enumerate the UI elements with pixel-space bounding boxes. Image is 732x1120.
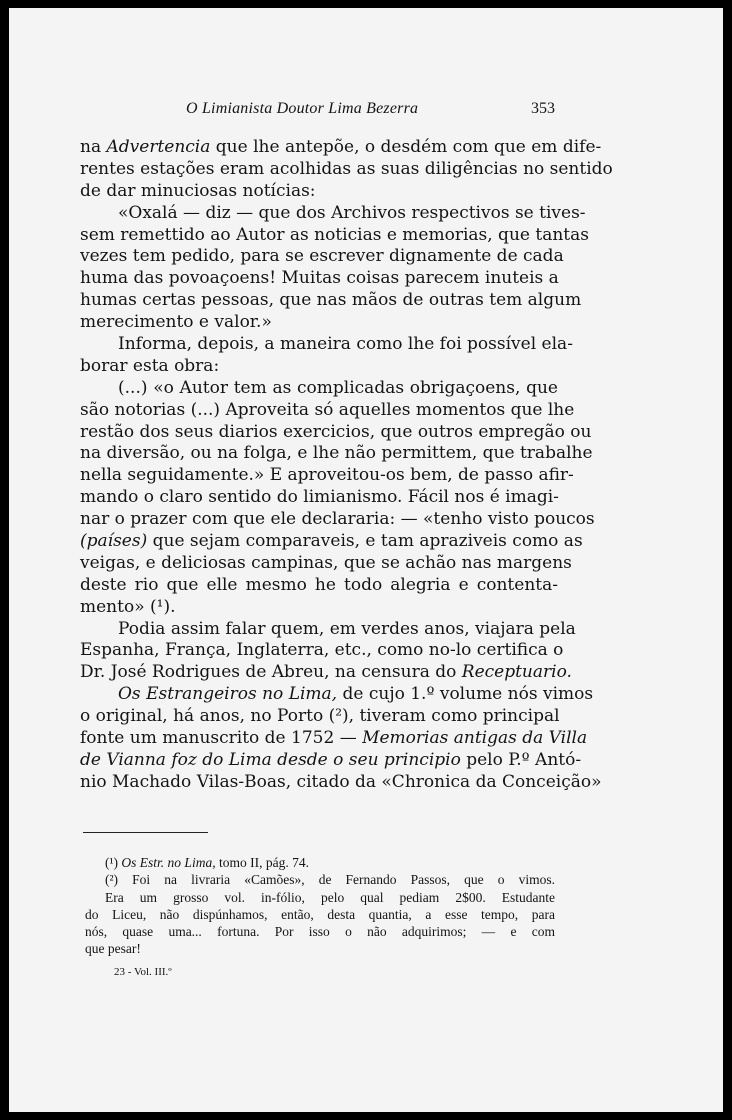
text-segment: deste rio que elle mesmo he todo alegria e contenta- (80, 574, 558, 595)
text-segment: que sejam comparaveis, e tam apraziveis como as (147, 531, 583, 552)
text-segment: que pesar! (85, 941, 141, 957)
text-line (80, 684, 594, 706)
text-segment: o original, há anos, no Porto (²), tiveram como principal (80, 706, 560, 727)
text-segment: (...) «o Autor tem as complicadas obrigaçoens, que (118, 377, 558, 398)
text-segment: nar o prazer com que ele declararia: — «tenho visto poucos (80, 509, 595, 530)
footnote-line (85, 889, 555, 906)
body-text (80, 137, 613, 794)
text-segment: tomo II, pág. 74. (215, 855, 309, 870)
text-line (80, 531, 583, 553)
text-segment: sem remettido ao Autor as noticias e memorias, que tantas (80, 224, 589, 245)
text-line (80, 662, 572, 684)
footnote-line (85, 854, 555, 871)
text-line (80, 268, 558, 290)
text-segment: Era um grosso vol. in-fólio, pelo qual pediam 2$00. Estudante (105, 889, 555, 905)
running-title: O Limianista Doutor Lima Bezerra (186, 100, 419, 117)
text-line (80, 728, 588, 750)
italic-text: Advertencia (106, 137, 211, 157)
text-line (80, 290, 582, 312)
text-segment: Espanha, França, Inglaterra, etc., como no-lo certifica o (80, 640, 564, 661)
italic-text: Os Estrangeiros no Lima, (118, 684, 338, 705)
text-line (80, 552, 572, 575)
text-segment: de dar minuciosas notícias: (80, 180, 316, 201)
text-segment: «Oxalá — diz — que dos Archivos respectivos se tives- (118, 202, 586, 223)
footnotes (85, 854, 555, 958)
text-line (80, 618, 576, 641)
text-segment: Dr. José Rodrigues de Abreu, na censura do (80, 662, 462, 683)
text-segment: mando o claro sentido do limianismo. Fácil nos é imagi- (80, 487, 559, 508)
text-segment: (²) Foi na livraria «Camões», de Fernando Passos, que o vimos. (105, 872, 555, 888)
text-line (80, 509, 595, 531)
text-line (80, 378, 558, 400)
text-line (80, 158, 613, 181)
text-line (80, 706, 558, 728)
text-segment: veigas, e deliciosas campinas, que se achão nas margens (80, 552, 572, 573)
text-segment: nella seguidamente.» E aproveitou-os bem, de passo afir- (80, 465, 574, 486)
text-line (80, 640, 564, 662)
text-line (80, 399, 575, 422)
italic-text: (países) (80, 531, 148, 552)
text-segment: Podia assim falar quem, em verdes anos, viajara pela (118, 618, 576, 639)
text-line (80, 224, 589, 247)
footnote-line (85, 923, 555, 940)
text-line (80, 597, 558, 619)
footnote-line (85, 906, 555, 923)
footnote-line (85, 871, 555, 888)
text-line (80, 771, 602, 794)
italic-text: de Vianna foz do Lima desde o seu principio (80, 749, 461, 770)
text-line (80, 575, 558, 597)
text-segment: vezes tem pedido, para se escrever dignamente de cada (80, 246, 564, 267)
italic-text: Os Estr. no Lima, (121, 855, 216, 870)
text-line (80, 443, 593, 465)
text-segment: são notorias (...) Aproveita só aquelles momentos que lhe (80, 399, 575, 420)
footnote-line (85, 940, 555, 957)
text-segment: restão dos seus diarios exercicios, que outros empregão ou (80, 421, 592, 442)
text-segment: Informa, depois, a maneira como lhe foi possível ela- (118, 334, 573, 355)
text-line (80, 181, 558, 203)
text-segment: rentes estações eram acolhidas as suas diligências no sentido (80, 158, 613, 179)
text-segment: que lhe antepõe, o desdém com que em dife- (210, 137, 602, 157)
running-head (9, 100, 723, 124)
text-line (80, 312, 558, 334)
italic-text: Memorias antigas da Villa (362, 728, 588, 749)
text-line (80, 356, 558, 378)
text-segment: (¹) (105, 855, 122, 870)
text-segment: na diversão, ou na folga, e lhe não permittem, que trabalhe (80, 443, 593, 464)
footnote-rule (83, 832, 208, 833)
text-segment: do Liceu, não dispúnhamos, então, desta quantia, a esse tempo, para (85, 906, 555, 922)
text-segment: huma das povoaçoens! Muitas coisas parecem inuteis a (80, 268, 559, 289)
signature-mark: 23 - Vol. III.º (114, 966, 172, 978)
text-line (80, 202, 586, 225)
text-line (80, 137, 602, 159)
text-segment: borar esta obra: (80, 355, 220, 376)
text-segment: merecimento e valor.» (80, 312, 272, 333)
text-line (80, 465, 574, 487)
text-line (80, 334, 573, 356)
page-number: 353 (531, 100, 555, 117)
text-line (80, 246, 564, 268)
text-segment: nós, quase uma... fortuna. Por isso o não adquirimos; — e com (85, 924, 555, 940)
text-segment: nio Machado Vilas-Boas, citado da «Chronica da Conceição» (80, 771, 602, 792)
book-page (9, 8, 723, 1112)
text-line (80, 421, 592, 444)
italic-text: Receptuario. (461, 662, 572, 683)
text-line (80, 487, 558, 509)
text-segment: de cujo 1.º volume nós vimos (337, 684, 594, 705)
text-segment: humas certas pessoas, que nas mãos de outras tem algum (80, 290, 582, 311)
text-segment: fonte um manuscrito de 1752 — (80, 728, 363, 749)
text-segment: na (80, 137, 107, 157)
text-segment: mento» (¹). (80, 596, 176, 617)
text-line (80, 749, 582, 772)
text-segment: pelo P.º Antó- (460, 749, 582, 770)
